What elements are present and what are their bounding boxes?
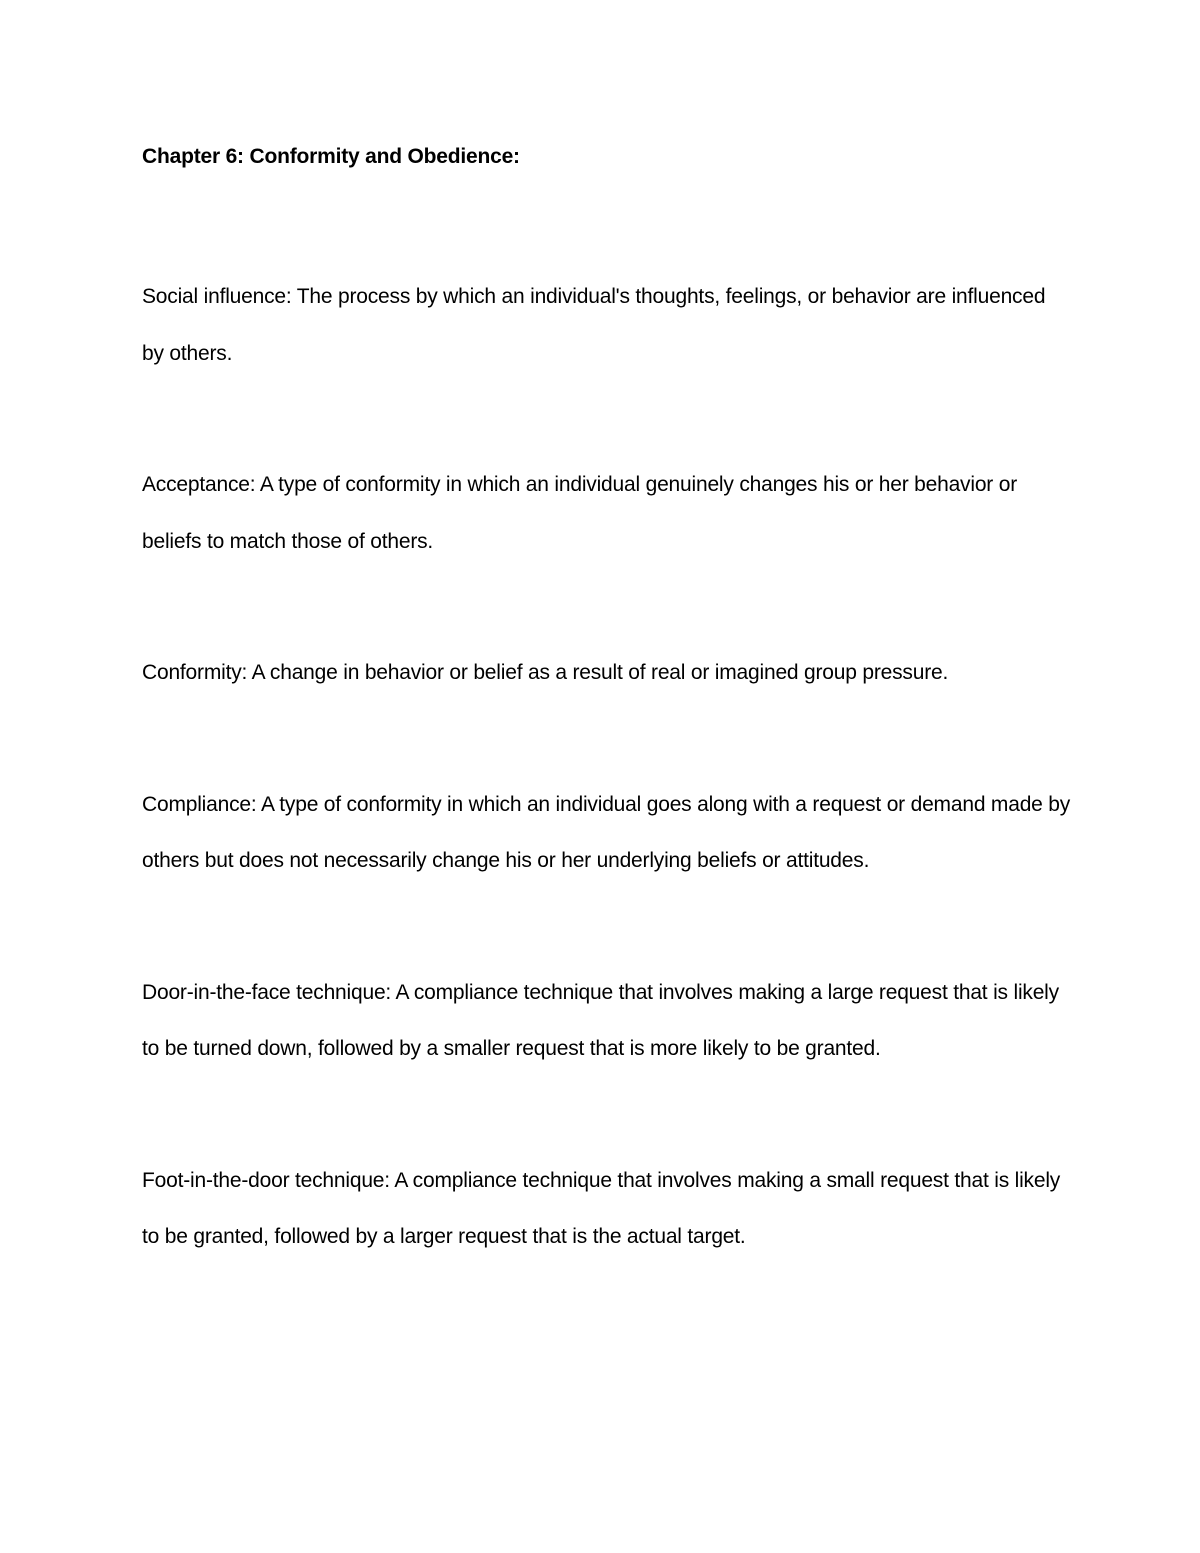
chapter-title: Chapter 6: Conformity and Obedience: bbox=[142, 145, 520, 168]
document-body bbox=[142, 138, 1072, 1266]
definition-compliance: Compliance: A type of conformity in which an individual goes along with a request or demand made by others but does not necessarily change his or her underlying beliefs or attitudes. bbox=[142, 792, 1071, 872]
definition-door-in-the-face: Door-in-the-face technique: A compliance technique that involves making a large request that is likely to be turned down, followed by a smaller request that is more likely to be granted. bbox=[142, 980, 1059, 1060]
definition-conformity: Conformity: A change in behavior or belief as a result of real or imagined group pressure. bbox=[142, 661, 949, 684]
definition-social-influence: Social influence: The process by which an individual's thoughts, feelings, or behavior are influenced by others. bbox=[142, 285, 1046, 365]
definition-foot-in-the-door: Foot-in-the-door technique: A compliance technique that involves making a small request that is likely to be granted, followed by a larger request that is the actual target. bbox=[142, 1168, 1061, 1248]
definition-acceptance: Acceptance: A type of conformity in which an individual genuinely changes his or her behavior or beliefs to match those of others. bbox=[142, 473, 1017, 553]
